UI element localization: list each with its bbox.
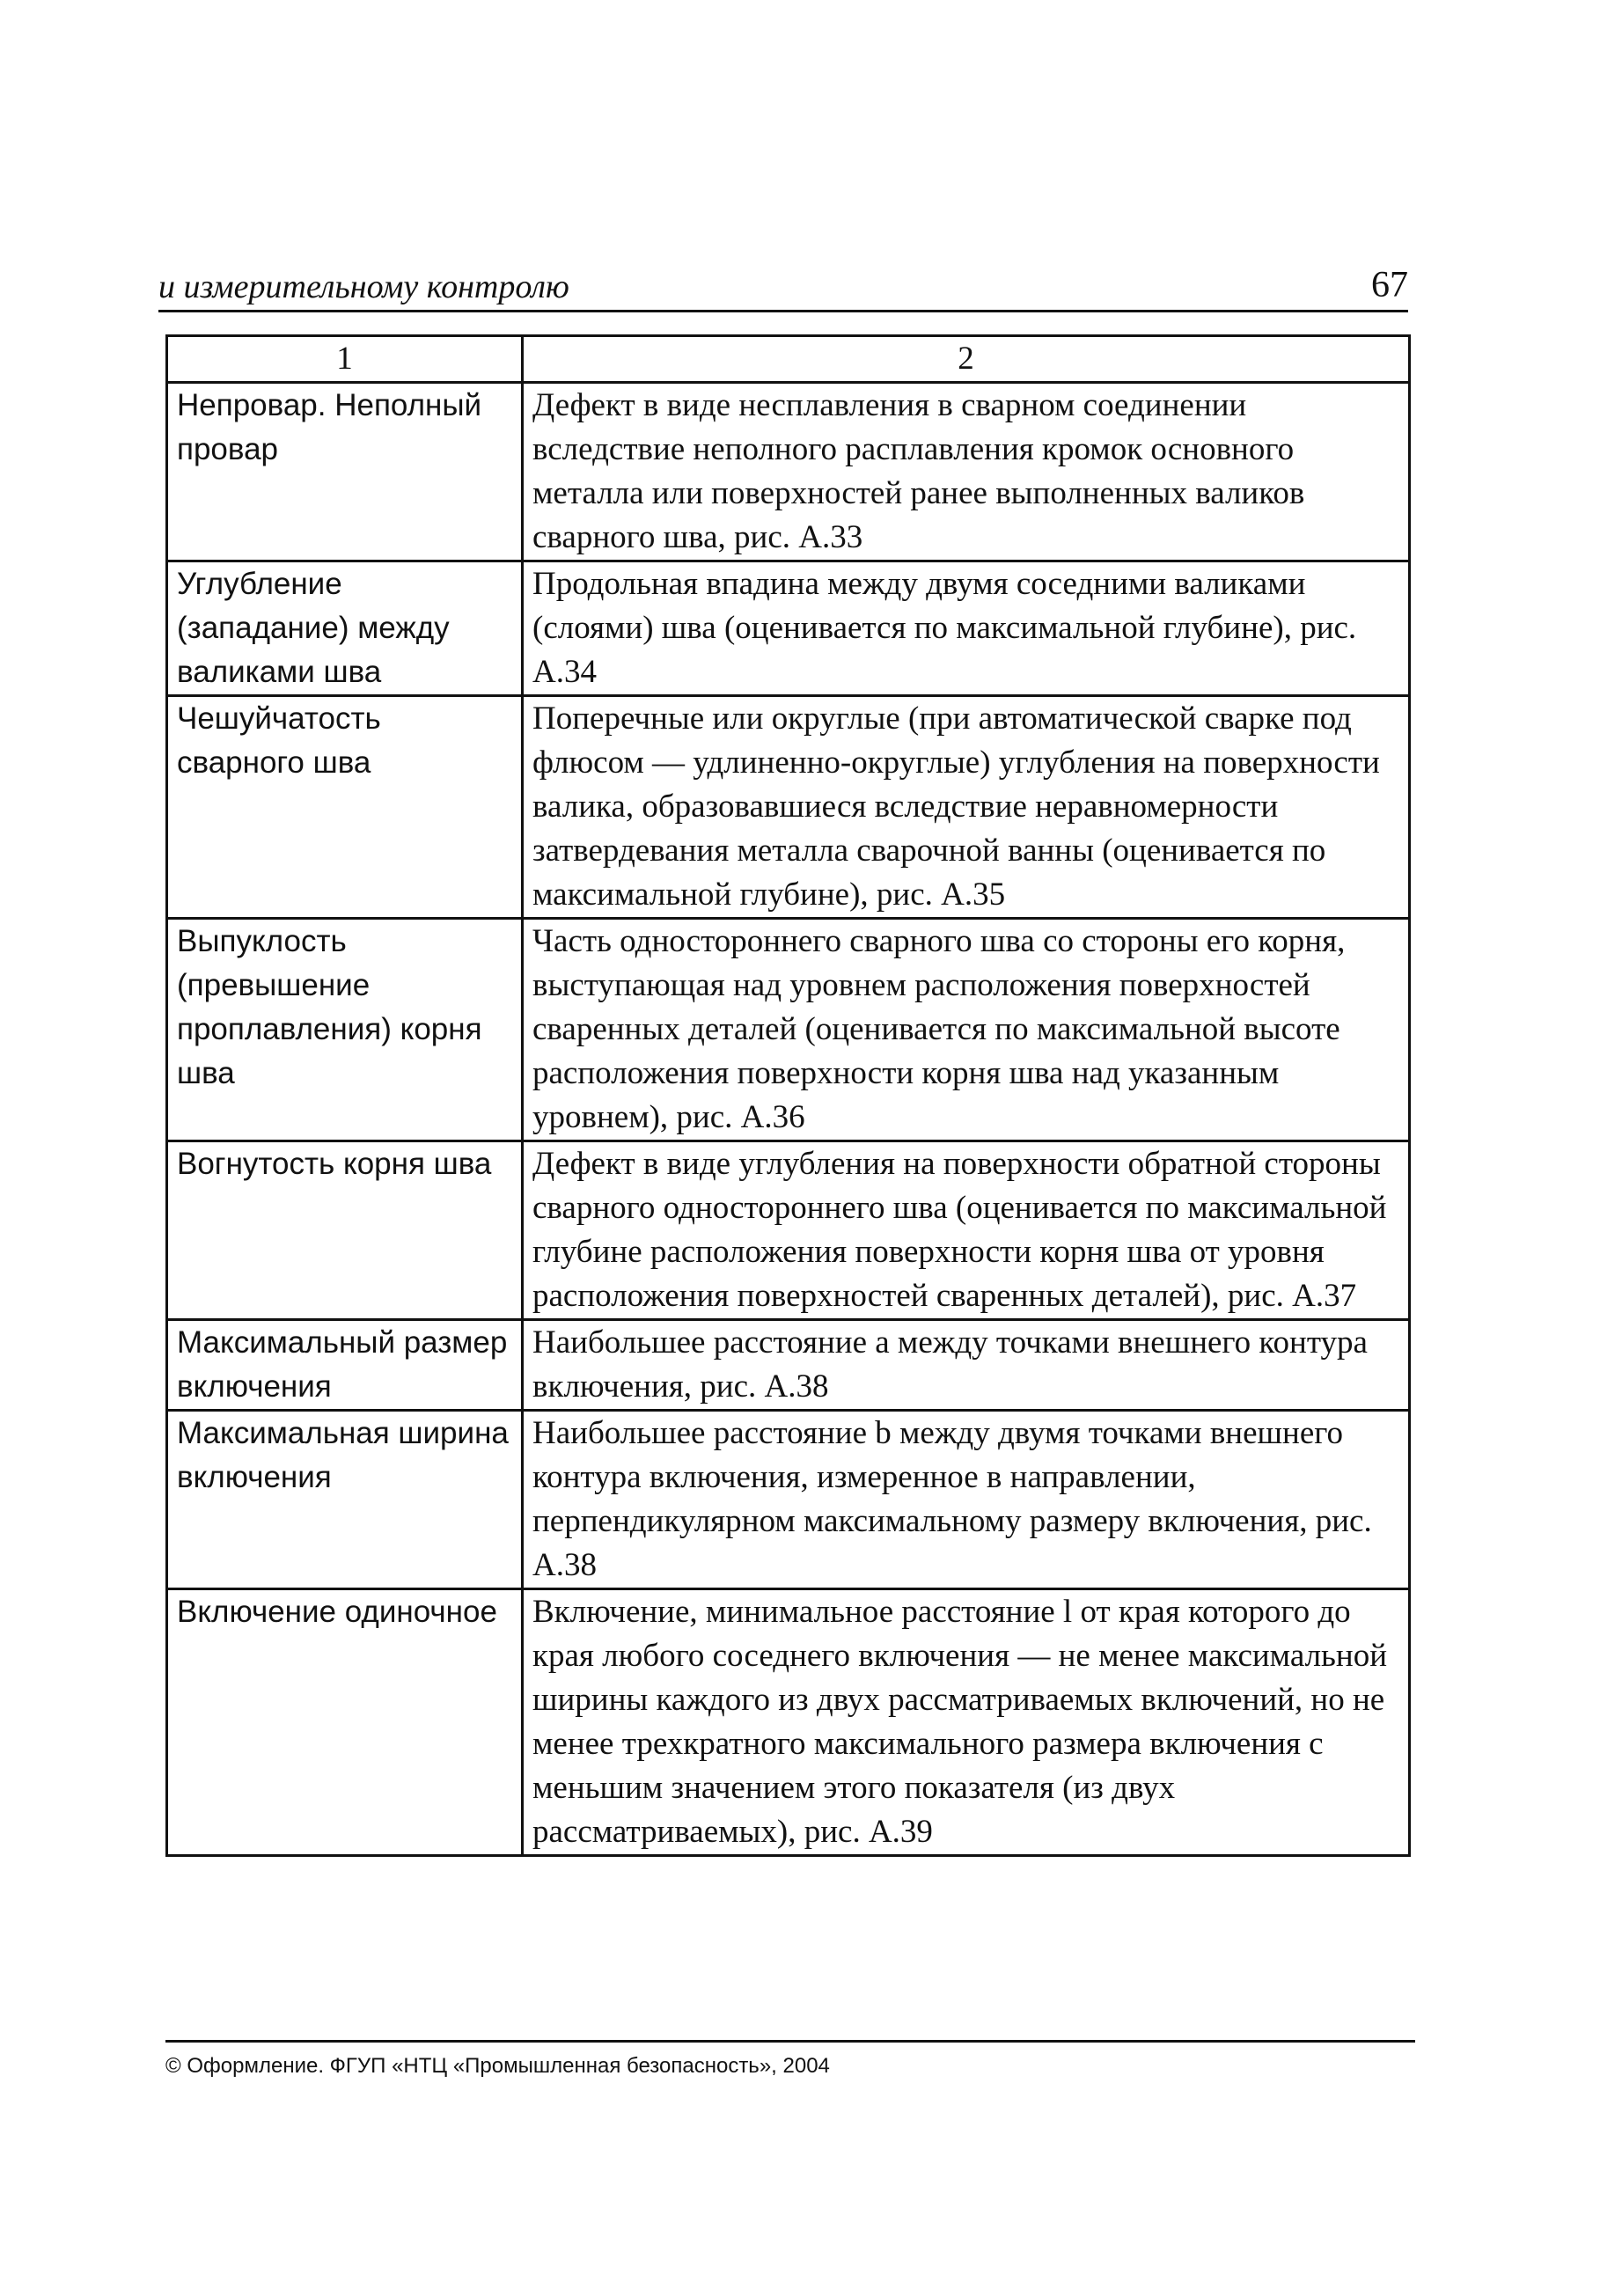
definition-cell: Часть одностороннего сварного шва со стороны его корня, выступающая над уровнем расположения поверхностей сваренных деталей (оценивается по максимальной высоте расположения поверхности корня шва над указанным уровнем), рис. А.36 <box>523 919 1410 1141</box>
table-row <box>167 696 1410 919</box>
table-row <box>167 1320 1410 1411</box>
term-cell: Непровар. Неполный провар <box>167 383 523 561</box>
term-cell: Чешуйчатость сварного шва <box>167 696 523 919</box>
term-cell: Включение одиночное <box>167 1589 523 1856</box>
table-row <box>167 561 1410 696</box>
definition-cell: Наибольшее расстояние b между двумя точками внешнего контура включения, измеренное в направлении, перпендикулярном максимальному размеру включения, рис. А.38 <box>523 1411 1410 1589</box>
definition-cell: Поперечные или округлые (при автоматической сварке под флюсом — удлиненно-округлые) углубления на поверхности валика, образовавшиеся вследствие неравномерности затвердевания металла сварочной ванны (оценивается по максимальной глубине), рис. А.35 <box>523 696 1410 919</box>
column-header-term: 1 <box>167 336 523 383</box>
table-row <box>167 1589 1410 1856</box>
running-header <box>158 257 1408 312</box>
table-row <box>167 383 1410 561</box>
table-header-row <box>167 336 1410 383</box>
table-row <box>167 919 1410 1141</box>
table-row <box>167 1141 1410 1320</box>
term-cell: Максимальный размер включения <box>167 1320 523 1411</box>
footer-divider <box>165 2040 1415 2043</box>
copyright-notice: © Оформление. ФГУП «НТЦ «Промышленная безопасность», 2004 <box>165 2054 830 2078</box>
defects-table <box>165 334 1411 1857</box>
term-cell: Вогнутость корня шва <box>167 1141 523 1320</box>
definition-cell: Продольная впадина между двумя соседними валиками (слоями) шва (оценивается по максимальной глубине), рис. А.34 <box>523 561 1410 696</box>
running-title: и измерительному контролю <box>158 268 569 305</box>
definition-cell: Наибольшее расстояние a между точками внешнего контура включения, рис. А.38 <box>523 1320 1410 1411</box>
definition-cell: Дефект в виде несплавления в сварном соединении вследствие неполного расплавления кромок основного металла или поверхностей ранее выполненных валиков сварного шва, рис. А.33 <box>523 383 1410 561</box>
column-header-definition: 2 <box>523 336 1410 383</box>
table-row <box>167 1411 1410 1589</box>
term-cell: Углубление (западание) между валиками шва <box>167 561 523 696</box>
definition-cell: Дефект в виде углубления на поверхности обратной стороны сварного одностороннего шва (оценивается по максимальной глубине расположения поверхности корня шва от уровня расположения поверхностей сваренных деталей), рис. А.37 <box>523 1141 1410 1320</box>
term-cell: Выпуклость (превышение проплавления) корня шва <box>167 919 523 1141</box>
definition-cell: Включение, минимальное расстояние l от края которого до края любого соседнего включения — не менее максимальной ширины каждого из двух рассматриваемых включений, но не менее трехкратного максимального размера включения с меньшим значением этого показателя (из двух рассматриваемых), рис. А.39 <box>523 1589 1410 1856</box>
term-cell: Максимальная ширина включения <box>167 1411 523 1589</box>
page-number: 67 <box>1371 265 1408 305</box>
